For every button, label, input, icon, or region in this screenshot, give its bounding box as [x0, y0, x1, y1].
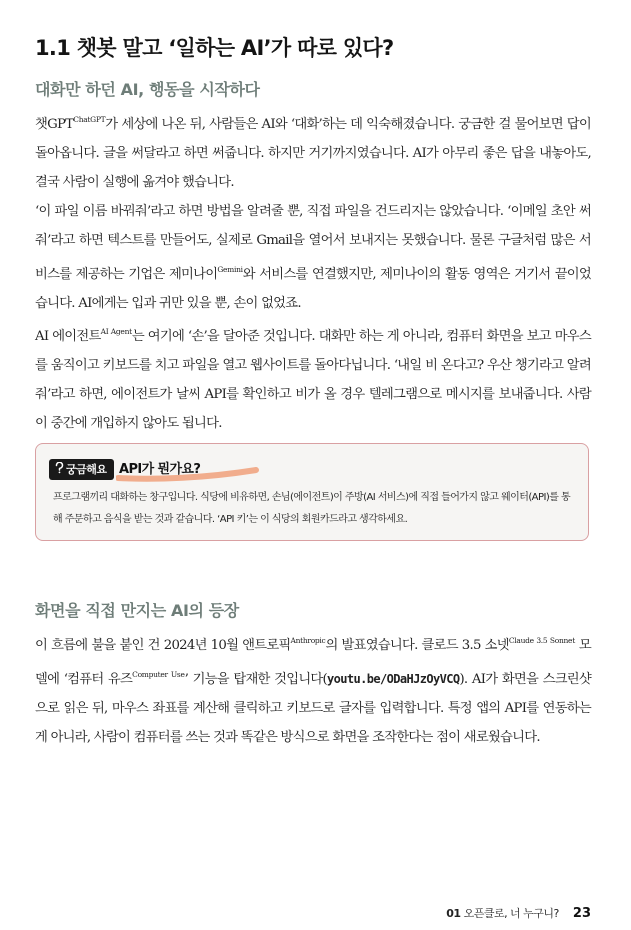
page-number: 23 [572, 906, 591, 921]
paragraph-text: 가 세상에 나온 뒤, 사람들은 AI와 ‘대화’하는 데 익숙해졌습니다. 궁금한 걸 물어보면 답이 돌아옵니다. 글을 써달라고 하면 써줍니다. 하지만 거기까지였습니다. AI가 아무리 좋은 답을 내놓아도, 결국 사람이 실행에 옮겨야 했습니다. [35, 117, 591, 190]
section-heading-2: 화면을 직접 만지는 AI의 등장 [35, 601, 239, 620]
paragraph-text: ). AI가 화면을 스크린샷으로 읽은 뒤, 마우스 좌표를 계산해 클릭하고 키보드로 글자를 입력합니다. 특정 앱의 API를 연동하는 게 아니라, 사람이 컴퓨터를 쓰는 것과 똑같은 방식으로 화면을 조작한다는 점이 새로웠습니다. [35, 672, 591, 745]
video-link[interactable]: youtu.be/ODaHJzOyVCQ [326, 672, 460, 686]
superscript-gloss: Gemini [217, 265, 243, 274]
paragraph-2 [35, 197, 591, 318]
superscript-gloss: ChatGPT [73, 115, 106, 124]
superscript-gloss: Claude 3.5 Sonnet [508, 636, 575, 645]
callout-badge-label: 궁금해요 [66, 463, 107, 476]
callout-badge [49, 459, 114, 480]
paragraph-text: 는 여기에 ‘손’을 달아준 것입니다. 대화만 하는 게 아니라, 컴퓨터 화면을 보고 마우스를 움직이고 키보드를 치고 파일을 열고 웹사이트를 돌아다닙니다. ‘내일 비 온다고? 우산 챙기라고 알려줘’라고 하면, 에이전트가 날씨 API를 확인하고 비가 올 경우 텔레그램으로 메시지를 보내줍니다. 사람이 중간에 개입하지 않아도 됩니다. [35, 329, 591, 431]
paragraph-text: 이 흐름에 불을 붙인 건 2024년 10월 앤트로픽 [35, 638, 291, 653]
callout-box [35, 443, 589, 541]
superscript-gloss: Computer Use [132, 670, 185, 679]
paragraph-text: AI 에이전트 [35, 329, 101, 344]
paragraph-text: ‘이 파일 이름 바꿔줘’라고 하면 방법을 알려줄 뿐, 직접 파일을 건드리지는 않았습니다. ‘이메일 초안 써줘’라고 하면 텍스트를 만들어도, 실제로 Gmail을 열어서 보내지는 못했습니다. 물론 구글처럼 많은 서비스를 제공하는 기업은 제미나이 [35, 204, 591, 282]
section-heading-1: 대화만 하던 AI, 행동을 시작하다 [35, 80, 260, 99]
superscript-gloss: AI Agent [100, 327, 132, 336]
callout-text: 프로그램끼리 대화하는 창구입니다. 식당에 비유하면, 손님(에이전트)이 주방(AI 서비스)에 직접 들어가지 않고 웨이터(API)를 통해 주문하고 음식을 받는 것과 같습니다. ‘API 키’는 이 식당의 회원카드라고 생각하세요. [53, 492, 571, 525]
page-footer [446, 902, 591, 921]
chapter-title: 오픈클로, 너 누구니? [463, 907, 559, 920]
page-title: 1.1 챗봇 말고 ‘일하는 AI’가 따로 있다? [35, 36, 394, 60]
chapter-number: 01 [446, 907, 461, 920]
paragraph-text: 챗GPT [35, 117, 74, 132]
paragraph-3 [35, 317, 591, 438]
chapter-label [446, 907, 559, 920]
paragraph-text: 모델에 ‘컴퓨터 유즈 [35, 638, 591, 687]
paragraph-text: ’ 기능을 탑재한 것입니다( [184, 672, 327, 687]
callout-title: API가 뭔가요? [119, 462, 201, 477]
paragraph-4 [35, 626, 591, 752]
question-icon [55, 459, 64, 480]
paragraph-text: 와 서비스를 연결했지만, 제미나이의 활동 영역은 거기서 끝이었습니다. AI에게는 입과 귀만 있을 뿐, 손이 없었죠. [35, 267, 592, 311]
paragraph-1 [35, 105, 591, 197]
superscript-gloss: Anthropic [290, 636, 326, 645]
paragraph-text: 의 발표였습니다. 클로드 3.5 소넷 [325, 638, 509, 653]
